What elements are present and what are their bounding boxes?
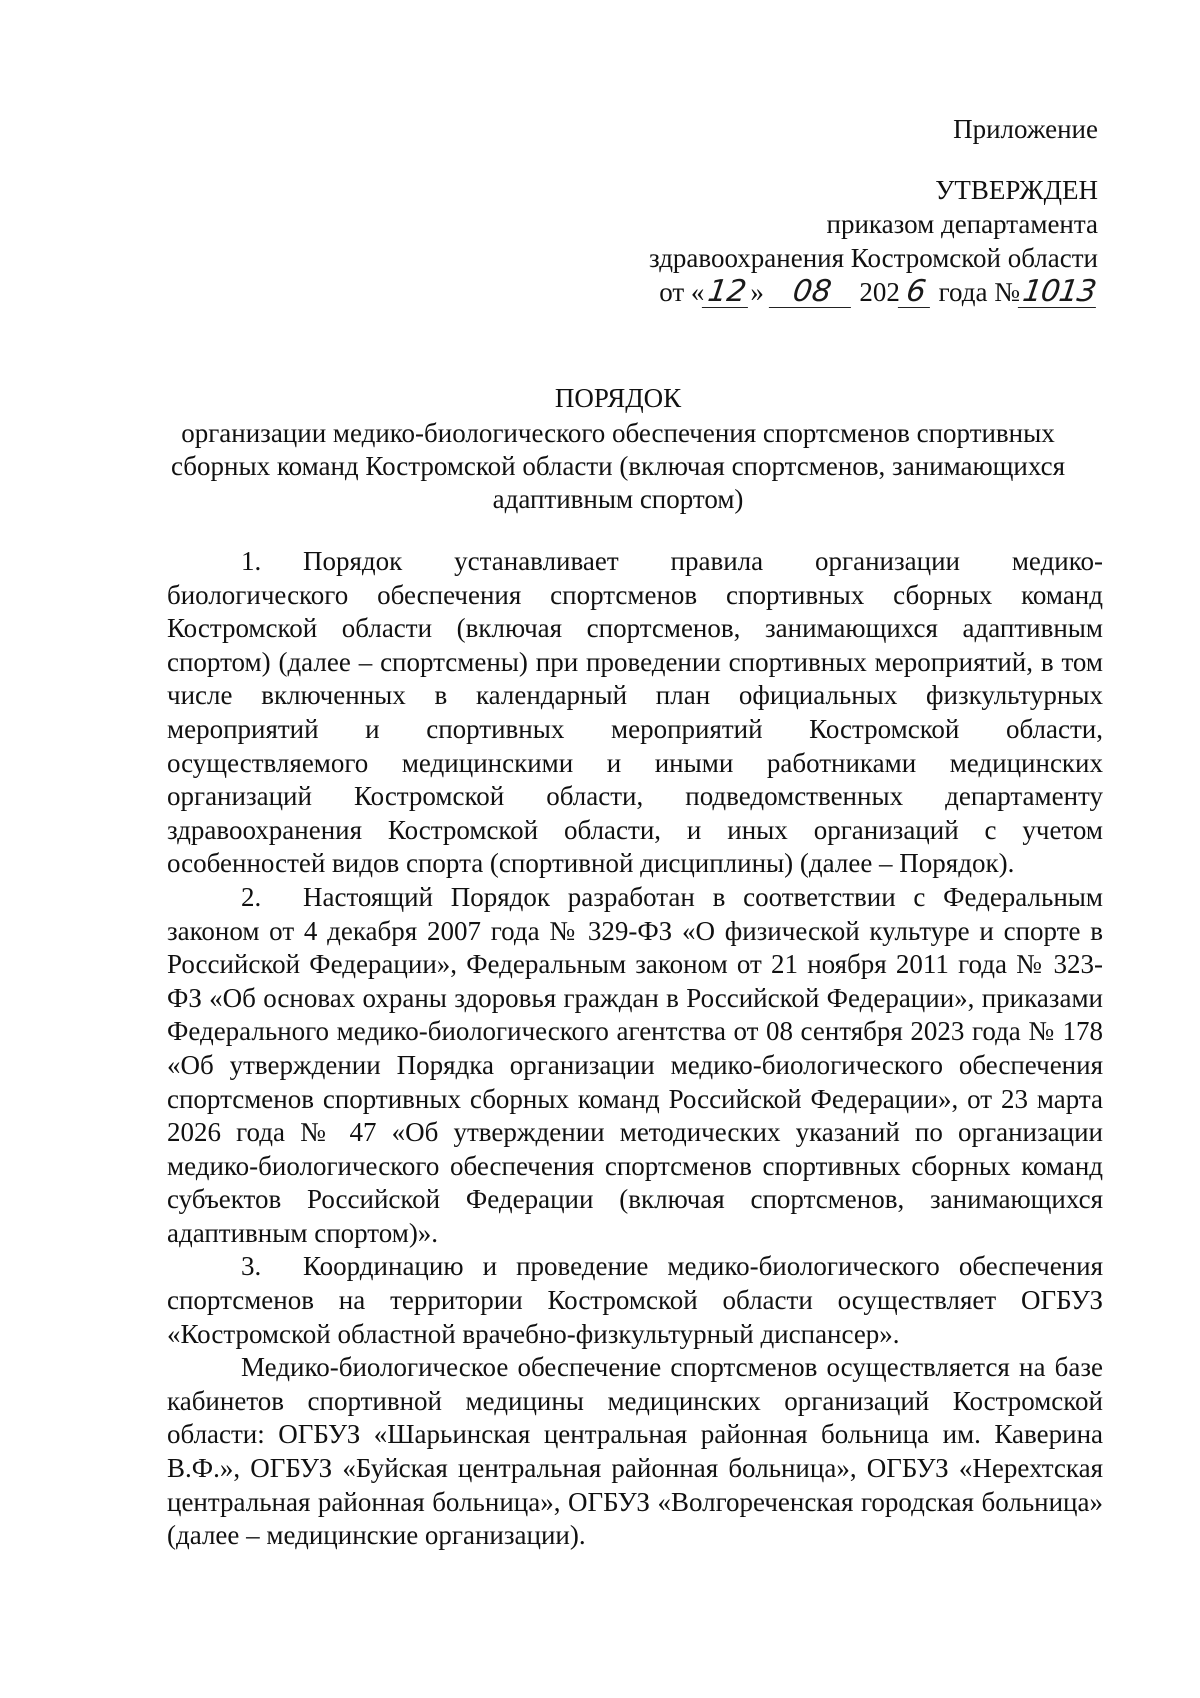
handwritten-order-number: 1013	[1018, 277, 1100, 308]
paragraph-2	[167, 881, 1103, 1251]
date-mid: »	[750, 277, 764, 307]
paragraph-text: Медико-биологическое обеспечение спортсменов осуществляется на базе кабинетов спортивной медицины медицинских организаций Костромской области: ОГБУЗ «Шарьинская центральная районная больница им. Каверина В.Ф.», ОГБУЗ «Буйская центральная районная больница», ОГБУЗ «Нерехтская центральная районная больница», ОГБУЗ «Волгореченская городская больница» (далее – медицинские организации).	[167, 1352, 1103, 1551]
approval-line-2: здравоохранения Костромской области	[649, 243, 1098, 273]
document-subtitle: организации медико-биологического обеспечения спортсменов спортивных сборных команд Костромской области (включая спортсменов, занимающихся адаптивным спортом)	[170, 418, 1066, 514]
approved-label: УТВЕРЖДЕН	[935, 175, 1098, 205]
approval-date-line	[649, 275, 1098, 309]
handwritten-year-digit: 6	[898, 277, 934, 308]
paragraph-1	[167, 545, 1103, 881]
date-prefix: от «	[659, 277, 705, 307]
paragraph-number: 1.	[241, 546, 262, 576]
year-prefix: 202	[859, 277, 900, 307]
handwritten-day: 12	[702, 277, 752, 308]
approval-block	[649, 112, 1098, 309]
paragraph-3	[167, 1250, 1103, 1351]
appendix-label: Приложение	[953, 114, 1098, 144]
handwritten-month: 08	[768, 277, 854, 308]
paragraph-text: Порядок устанавливает правила организации медико-биологического обеспечения спортсменов спортивных сборных команд Костромской области (включая спортсменов, занимающихся адаптивным спортом) (далее – спортсмены) при проведении спортивных мероприятий, в том числе включенных в календарный план официальных физкультурных мероприятий и спортивных мероприятий Костромской области, осуществляемого медицинскими и иными работниками медицинских организаций Костромской области, подведомственных департаменту здравоохранения Костромской области, и иных организаций с учетом особенностей видов спорта (спортивной дисциплины) (далее – Порядок).	[167, 546, 1103, 879]
document-heading	[150, 382, 1086, 516]
approval-line-1: приказом департамента	[826, 209, 1098, 239]
document-body	[167, 545, 1103, 1553]
paragraph-text: Координацию и проведение медико-биологического обеспечения спортсменов на территории Костромской области осуществляет ОГБУЗ «Костромской областной врачебно-физкультурный диспансер».	[167, 1251, 1103, 1349]
document-title: ПОРЯДОК	[554, 383, 682, 413]
paragraph-text: Настоящий Порядок разработан в соответствии с Федеральным законом от 4 декабря 2007 года № 329-ФЗ «О физической культуре и спорте в Российской Федерации», Федеральным законом от 21 ноября 2011 года № 323-ФЗ «Об основах охраны здоровья граждан в Российской Федерации», приказами Федерального медико-биологического агентства от 08 сентября 2023 года № 178 «Об утверждении Порядка организации медико-биологического обеспечения спортсменов спортивных сборных команд Российской Федерации», от 23 марта 2026 года № 47 «Об утверждении методических указаний по организации медико-биологического обеспечения спортсменов спортивных сборных команд субъектов Российской Федерации (включая спортсменов, занимающихся адаптивным спортом)».	[167, 881, 1103, 1248]
paragraph-4	[167, 1351, 1103, 1553]
paragraph-number: 2.	[241, 881, 262, 912]
year-suffix: года №	[938, 277, 1020, 307]
paragraph-number: 3.	[241, 1251, 262, 1282]
